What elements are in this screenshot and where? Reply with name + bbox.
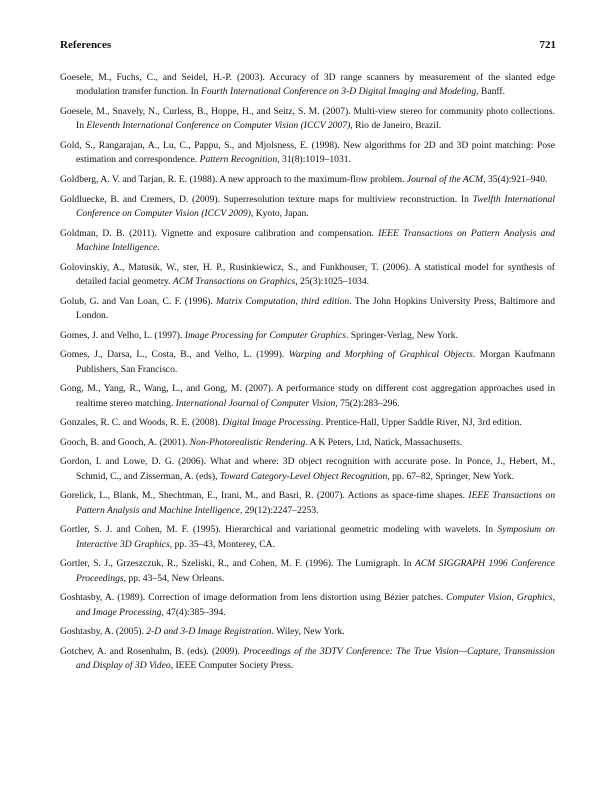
reference-text: Gong, M., Yang, R., Wang, L., and Gong, M. (2007). A performance study on different cost aggregation approaches used in realtime stereo matching. [60,383,555,409]
reference-text: Gooch, B. and Gooch, A. (2001). [60,436,190,448]
reference-entry [60,523,555,552]
section-title: References [60,39,112,51]
reference-venue: Symposium on Interactive 3D Graphics [76,524,555,550]
reference-text: Gordon, I. and Lowe, D. G. (2006). What and where: 3D object recognition with accurate pose. In Ponce, J., Hebert, M., Schmid, C., and Zisserman, A. (eds), [60,456,555,482]
reference-venue: Computer Vision, Graphics, and Image Processing [76,592,555,618]
reference-text: Goshtasby, A. (2005). [60,626,147,638]
reference-venue: IEEE Transactions on Pattern Analysis and Machine Intelligence [76,227,555,253]
reference-text: Goesele, M., Fuchs, C., and Seidel, H.-P. (2003). Accuracy of 3D range scanners by measurement of the slanted edge modulation transfer function. In [60,72,555,98]
reference-venue: Digital Image Processing [222,417,321,429]
reference-venue: Twelfth International Conference on Computer Vision (ICCV 2009) [76,193,555,219]
reference-venue: Journal of the ACM [406,174,484,185]
reference-text: Gortler, S. J., Grzeszczuk, R., Szeliski, R., and Cohen, M. F. (1996). The Lumigraph. In [60,558,415,570]
reference-venue: Fourth International Conference on 3-D Digital Imaging and Modeling [200,86,477,98]
reference-entry [60,173,555,187]
reference-text: Goldman, D. B. (2011). Vignette and exposure calibration and compensation. [60,227,379,239]
reference-venue: IEEE Transactions on Pattern Analysis and Machine Intelligence [76,490,556,516]
reference-details: . Springer-Verlag, New York. [345,329,458,341]
reference-details: , 75(2):283–296. [335,397,400,409]
reference-entry [60,71,555,100]
reference-venue: International Journal of Computer Vision [175,397,336,409]
reference-venue: Image Processing for Computer Graphics [184,329,346,341]
reference-details: , Kyoto, Japan. [250,208,309,219]
reference-details: , pp. 35–43, Monterey, CA. [169,538,275,550]
reference-details: . [157,242,160,253]
reference-venue: Warping and Morphing of Graphical Objects [288,349,473,361]
reference-entry [60,591,555,620]
reference-details: , 29(12):2247–2253. [239,504,319,516]
reference-text: Gomes, J. and Velho, L. (1997). [60,329,185,341]
reference-venue: Matrix Computation, third edition [215,295,350,307]
reference-details: , pp. 67–82, Springer, New York. [387,470,515,482]
reference-text: Gotchev, A. and Rosenhahn, B. (eds). (2009). [60,645,244,657]
reference-entry [60,139,555,168]
reference-entry [60,329,555,343]
reference-entry [60,227,555,256]
reference-venue: Non-Photorealistic Rendering [189,436,306,448]
reference-entry [60,261,555,290]
reference-details: . Morgan Kaufmann Publishers, San Francisco. [76,349,555,375]
reference-text: Goldberg, A. V. and Tarjan, R. E. (1988). A new approach to the maximum-flow problem. [60,174,407,185]
reference-text: Gold, S., Rangarajan, A., Lu, C., Pappu, S., and Mjolsness, E. (1998). New algorithms for 2D and 3D point matching: Pose estimation and correspondence. [60,140,555,166]
reference-entry [60,416,555,430]
reference-details: , Banff. [476,86,505,98]
reference-details: , 31(8):1019–1031. [277,154,351,166]
reference-entry [60,489,555,518]
reference-venue: ACM SIGGRAPH 1996 Conference Proceedings [76,558,555,584]
reference-venue: Eleventh International Conference on Computer Vision (ICCV 2007) [86,120,351,132]
reference-details: , Rio de Janeiro, Brazil. [350,120,442,132]
reference-entry [60,625,555,639]
reference-details: . The John Hopkins University Press, Baltimore and London. [76,295,555,321]
reference-text: Gonzales, R. C. and Woods, R. E. (2008). [60,417,223,429]
page-number: 721 [539,39,556,51]
reference-details: . Prentice-Hall, Upper Saddle River, NJ, 3rd edition. [320,417,522,429]
reference-venue: Toward Category-Level Object Recognition [219,470,388,482]
reference-entry [60,193,555,222]
running-head [60,39,556,55]
reference-entry [60,295,555,324]
reference-entry [60,645,555,674]
reference-details: , 47(4):385–394. [161,606,226,618]
reference-text: Golovinskiy, A., Matusik, W., ster, H. P., Rusinkiewicz, S., and Funkhouser, T. (2006). A statistical model for synthesis of detailed facial geometry. [60,261,555,287]
reference-text: Goesele, M., Snavely, N., Curless, B., Hoppe, H., and Seitz, S. M. (2007). Multi-view stereo for community photo collections. In [60,106,555,132]
reference-entry [60,455,555,484]
reference-details: , 35(4):921–940. [483,174,548,185]
reference-details: , 25(3):1025–1034. [295,276,370,287]
reference-text: Gorelick, L., Blank, M., Shechtman, E., Irani, M., and Basri, R. (2007). Actions as space-time shapes. [60,490,469,502]
reference-text: Golub, G. and Van Loan, C. F. (1996). [60,295,216,307]
reference-details: . Wiley, New York. [271,626,345,638]
reference-text: Gortler, S. J. and Cohen, M. F. (1995). Hierarchical and variational geometric modeling with wavelets. In [60,524,498,536]
reference-text: Gomes, J., Darsa, L., Costa, B., and Velho, L. (1999). [60,349,289,361]
reference-venue: Proceedings of the 3DTV Conference: The True Vision—Capture, Transmission and Display of 3D Video [76,645,555,672]
reference-entry [60,557,555,586]
reference-venue: Pattern Recognition [199,154,278,166]
reference-text: Goldluecke, B. and Cremers, D. (2009). Superresolution texture maps for multiview reconstruction. In [60,193,473,205]
reference-venue: 2-D and 3-D Image Registration [146,626,272,638]
reference-entry [60,382,555,411]
reference-text: Goshtasby, A. (1989). Correction of image deformation from lens distortion using Bézier patches. [60,592,447,604]
reference-entry [60,105,555,134]
reference-venue: ACM Transactions on Graphics [172,276,296,287]
reference-details: , IEEE Computer Society Press. [170,660,294,672]
reference-details: . A K Peters, Ltd, Natick, Massachusetts. [305,436,463,448]
reference-entry [60,436,555,450]
reference-details: , pp. 43–54, New Orleans. [123,572,225,584]
reference-list [60,71,555,679]
reference-entry [60,348,555,377]
